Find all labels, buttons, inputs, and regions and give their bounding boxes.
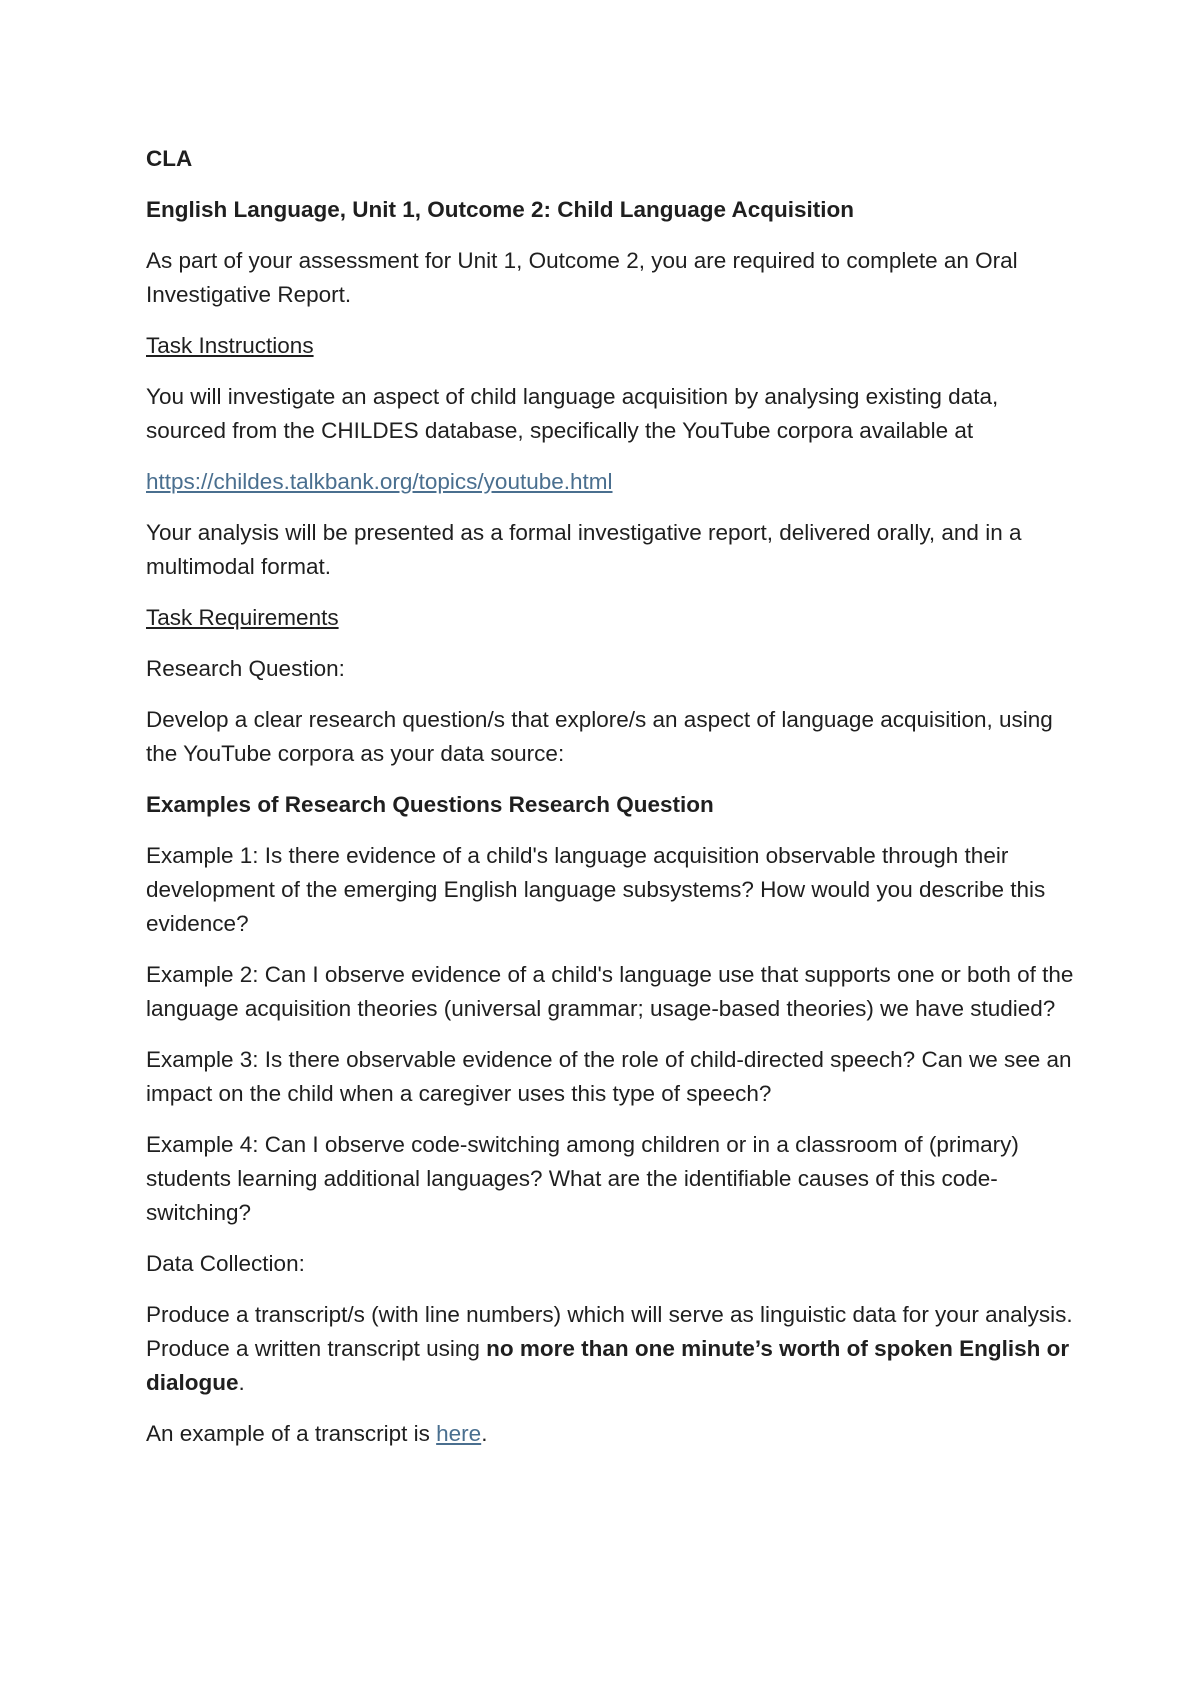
task-requirements-heading	[146, 601, 1076, 635]
transcript-example-text: An example of a transcript is	[146, 1421, 437, 1446]
intro-paragraph: As part of your assessment for Unit 1, Outcome 2, you are required to complete an Oral Investigative Report.	[146, 248, 1018, 307]
data-collection-label: Data Collection:	[146, 1251, 305, 1276]
transcript-example-end: .	[481, 1421, 488, 1446]
task-instructions-paragraph: You will investigate an aspect of child language acquisition by analysing existing data, sourced from the CHILDES database, specifically the YouTube corpora available at	[146, 384, 999, 443]
document-subtitle: English Language, Unit 1, Outcome 2: Child Language Acquisition	[146, 197, 854, 222]
data-collection-paragraph	[146, 1298, 1076, 1400]
task-requirements-heading-text: Task Requirements	[146, 605, 339, 630]
research-question-label: Research Question:	[146, 656, 345, 681]
transcript-example-link[interactable]: here	[436, 1421, 482, 1446]
example-paragraph-4: Example 4: Can I observe code-switching among children or in a classroom of (primary) students learning additional languages? What are the identifiable causes of this code-switching?	[146, 1132, 1019, 1225]
data-collection-end: .	[238, 1370, 245, 1395]
document-page	[146, 142, 1076, 1468]
youtube-corpora-url-paragraph	[146, 465, 1076, 499]
data-collection-text: Produce a transcript/s (with line numbers) which will serve as linguistic data for your analysis. Produce a written transcript using	[146, 1302, 1073, 1361]
example-paragraph-3: Example 3: Is there observable evidence of the role of child-directed speech? Can we see an impact on the child when a caregiver uses this type of speech?	[146, 1047, 1072, 1106]
example-paragraph-1: Example 1: Is there evidence of a child's language acquisition observable through their development of the emerging English language subsystems? How would you describe this evidence?	[146, 843, 1046, 936]
task-instructions-heading-text: Task Instructions	[146, 333, 314, 358]
research-question-paragraph: Develop a clear research question/s that explore/s an aspect of language acquisition, using the YouTube corpora as your data source:	[146, 707, 1053, 766]
examples-heading: Examples of Research Questions Research Question	[146, 792, 714, 817]
transcript-example-paragraph	[146, 1417, 1076, 1451]
youtube-corpora-link[interactable]: https://childes.talkbank.org/topics/youtube.html	[146, 469, 613, 494]
example-paragraph-2: Example 2: Can I observe evidence of a child's language use that supports one or both of the language acquisition theories (universal grammar; usage-based theories) we have studied?	[146, 962, 1074, 1021]
document-heading: CLA	[146, 146, 193, 171]
task-instructions-heading	[146, 329, 1076, 363]
presentation-paragraph: Your analysis will be presented as a formal investigative report, delivered orally, and in a multimodal format.	[146, 520, 1022, 579]
data-collection-emphasis: no more than one minute’s worth of spoken English or dialogue	[146, 1336, 1070, 1395]
